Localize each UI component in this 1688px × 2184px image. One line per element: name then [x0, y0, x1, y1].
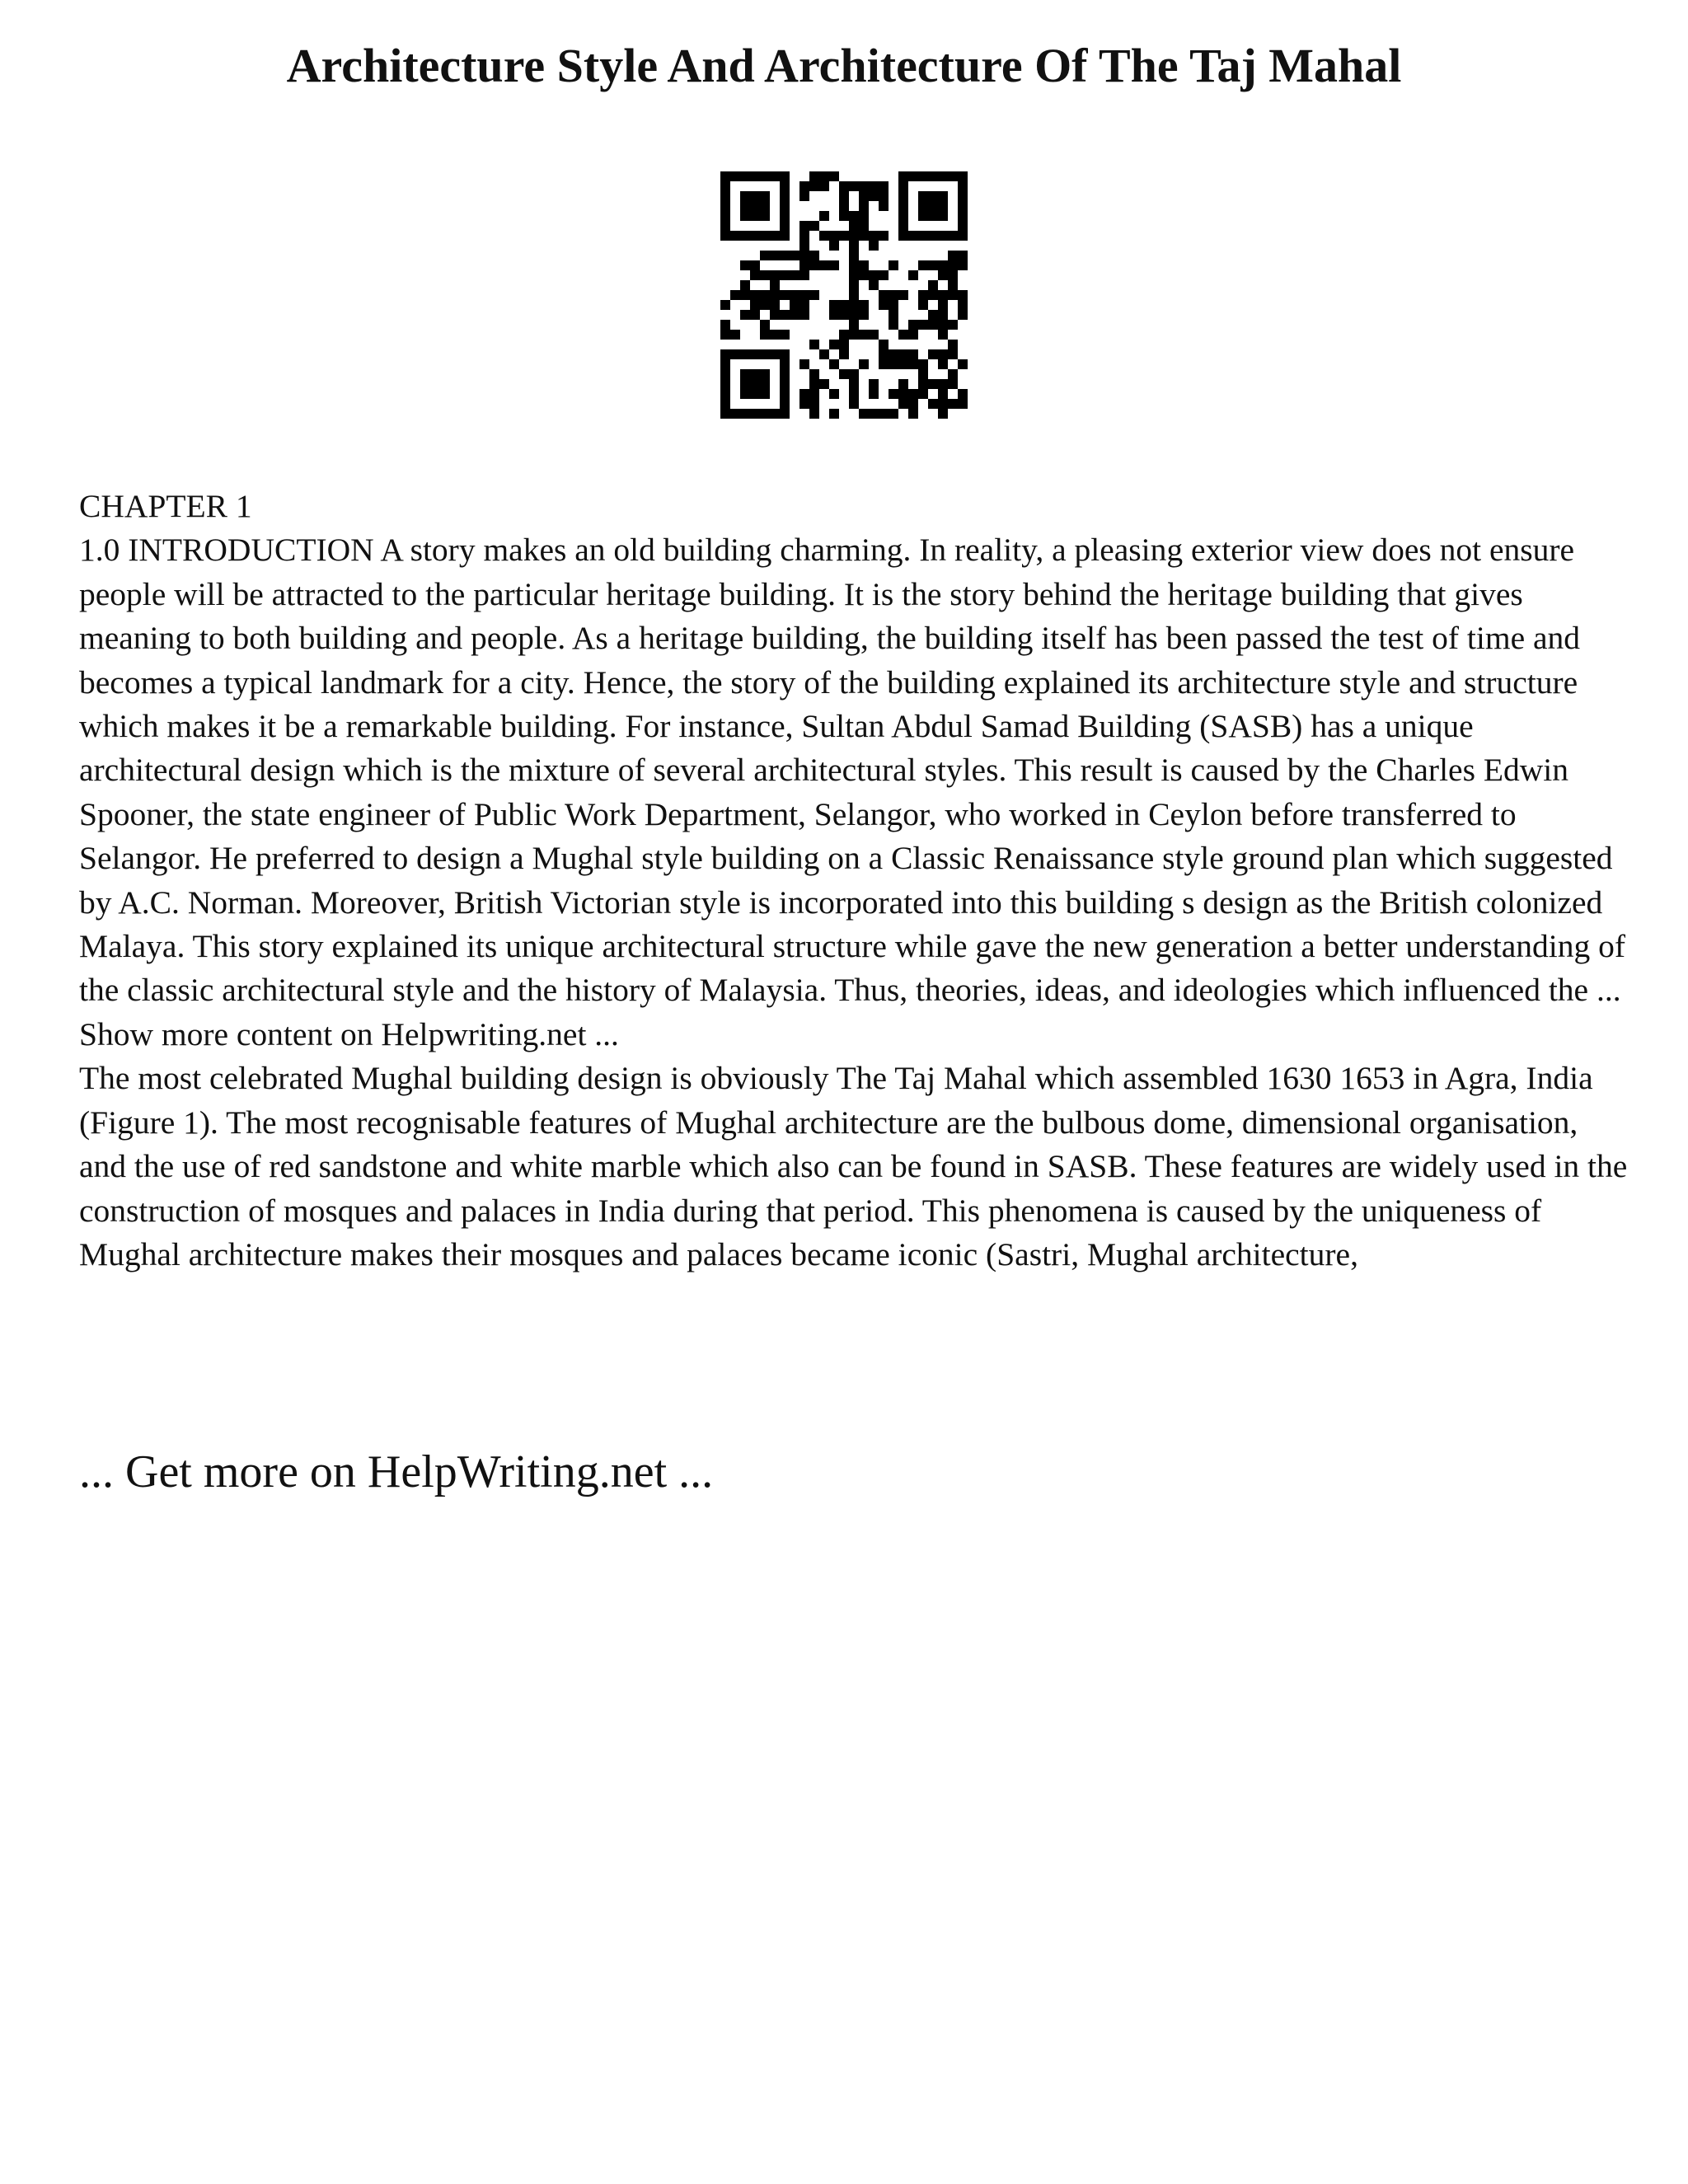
- get-more-link[interactable]: ... Get more on HelpWriting.net ...: [79, 1446, 714, 1497]
- intro-paragraph: 1.0 INTRODUCTION A story makes an old building charming. In reality, a pleasing exterior view does not ensure people will be attracted to the particular heritage building. It is the story behind the heritage building that gives meaning to both building and people. As a heritage building, the building itself has been passed the test of time and becomes a typical landmark for a city. Hence, the story of the building explained its architecture style and structure which makes it be a remarkable building. For instance, Sultan Abdul Samad Building (SASB) has a unique architectural design which is the mixture of several architectural styles. This result is caused by the Charles Edwin Spooner, the state engineer of Public Work Department, Selangor, who worked in Ceylon before transferred to Selangor. He preferred to design a Mughal style building on a Classic Renaissance style ground plan which suggested by A.C. Norman. Moreover, British Victorian style is incorporated into this building s design as the British colonized Malaya. This story explained its unique architectural structure while gave the new generation a better understanding of the classic architectural style and the history of Malaysia. Thus, theories, ideas, and ideologies which influenced the ... Show more content on Helpwriting.net ...: [79, 532, 1625, 1052]
- chapter-heading: CHAPTER 1: [79, 488, 252, 524]
- taj-mahal-paragraph: The most celebrated Mughal building design is obviously The Taj Mahal which assembled 1630 1653 in Agra, India (Figure 1). The most recognisable features of Mughal architecture are the bulbous dome, dimensional organisation, and the use of red sandstone and white marble which also can be found in SASB. These features are widely used in the construction of mosques and palaces in India during that period. This phenomena is caused by the uniqueness of Mughal architecture makes their mosques and palaces became iconic (Sastri, Mughal architecture,: [79, 1060, 1628, 1272]
- article-body: [79, 485, 1629, 1277]
- page-title: Architecture Style And Architecture Of The Taj Mahal: [286, 39, 1402, 92]
- qr-code-graphic: [720, 171, 968, 419]
- qr-code-icon: [720, 171, 968, 419]
